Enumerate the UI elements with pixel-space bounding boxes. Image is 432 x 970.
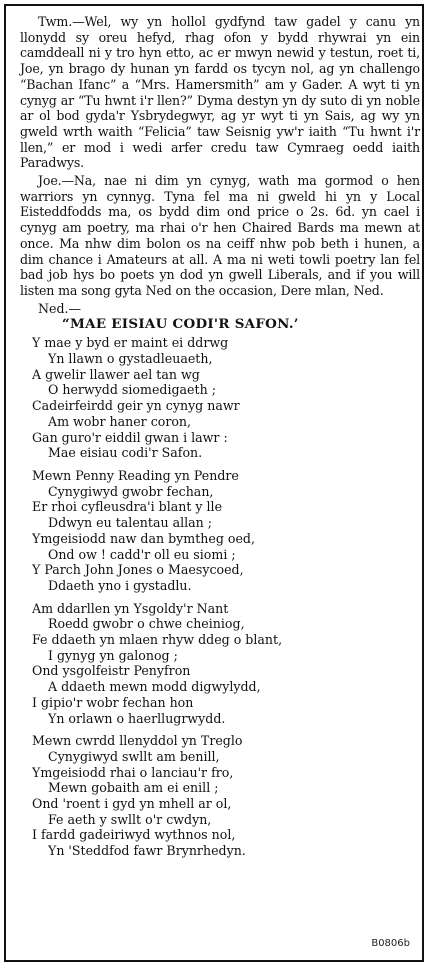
poem-line: I gipio'r wobr fechan hon — [32, 694, 194, 710]
paragraph-twm: Twm.—Wel, wy yn hollol gydfynd taw gadel y canu yn llonydd sy oreu hefyd, rhag ofon y bydd rhywrai yn ein camddeall ni y tro hyn etto, ac er mwyn newid y testun, roet ti, Joe, yn brago dy hunan yn fardd os tycyn nol, ag yn challengo “Bachan Ifanc” a “Mrs. Hamersmith” am y Gader. A wyt ti yn cynyg ar “Tu hwnt i'r llen?” Dyma destyn yn dy suto di yn noble ar ol bod gyda'r Ysbrydegwyr, ag yr wyt ti yn Sais, ag wy yn gweld wrth waith “Felicia” taw Seisnig yw'r iaith “Tu hwnt i'r llen,” er mod i wedi arfer credu taw Cymraeg oedd iaith Paradwys. — [20, 14, 420, 171]
poem-line: Am ddarllen yn Ysgoldy'r Nant — [32, 600, 229, 616]
stanza-4 — [20, 733, 420, 859]
poem-line: Fe aeth y swllt o'r cwdyn, — [48, 811, 212, 827]
poem-line: Yn orlawn o haerllugrwydd. — [48, 710, 226, 726]
poem-line: Y Parch John Jones o Maesycoed, — [32, 562, 244, 578]
poem-line: A ddaeth mewn modd digwylydd, — [48, 679, 261, 695]
poem-line: Cynygiwyd gwobr fechan, — [48, 483, 214, 499]
poem-line: Am wobr haner coron, — [48, 413, 192, 429]
poem-line: Mewn gobaith am ei enill ; — [48, 780, 219, 796]
poem-line: Roedd gwobr o chwe cheiniog, — [48, 616, 245, 632]
catalog-id: B0806b — [371, 938, 410, 949]
poem-line: Mewn Penny Reading yn Pendre — [32, 467, 239, 483]
poem-line: Yn llawn o gystadleuaeth, — [48, 351, 213, 367]
poem-title: “MAE EISIAU CODI'R SAFON.’ — [62, 316, 299, 333]
poem-line: Ddwyn eu talentau allan ; — [48, 515, 213, 531]
stanza-1 — [20, 335, 420, 461]
poem-line: Ymgeisiodd naw dan bymtheg oed, — [32, 530, 255, 546]
stanza-3 — [20, 601, 420, 727]
poem-line: Cadeirfeirdd geir yn cynyg nawr — [32, 398, 240, 414]
poem-line: Er rhoi cyfleusdra'i blant y lle — [32, 499, 223, 515]
poem-line: I gynyg yn galonog ; — [48, 647, 178, 663]
poem-line: Ddaeth yno i gystadlu. — [48, 577, 192, 593]
poem-line: Ymgeisiodd rhai o lanciau'r fro, — [32, 764, 234, 780]
dialogue-prose — [20, 14, 420, 299]
paragraph-joe: Joe.—Na, nae ni dim yn cynyg, wath ma gormod o hen warriors yn cynnyg. Tyna fel ma ni gweld hi yn y Local Eisteddfodds ma, os bydd dim ond price o 2s. 6d. yn cael i cynyg am poetry, ma rhai o'r hen Chaired Bards ma mewn at once. Ma nhw dim bolon os na ceiff nhw pob beth i hunen, a dim chance i Amateurs at all. A ma ni weti towli poetry lan fel bad job hys bo poets yn dod yn gwell Liberals, and if you will listen ma song gyta Ned on the occasion, Dere mlan, Ned. — [20, 173, 420, 298]
poem-line: Ond ysgolfeistr Penyfron — [32, 663, 191, 679]
poem-line: Mae eisiau codi'r Safon. — [48, 445, 203, 461]
poem-line: A gwelir llawer ael tan wg — [32, 366, 200, 382]
poem-line: Gan guro'r eiddil gwan i lawr : — [32, 429, 228, 445]
speaker-label: Ned.— — [38, 300, 82, 316]
poem-line: Ond 'roent i gyd yn mhell ar ol, — [32, 796, 232, 812]
poem-line: O herwydd siomedigaeth ; — [48, 382, 216, 398]
poem-line: Y mae y byd er maint ei ddrwg — [32, 335, 229, 351]
stanza-2 — [20, 468, 420, 594]
poem-line: I fardd gadeiriwyd wythnos nol, — [32, 827, 236, 843]
poem — [20, 316, 420, 859]
poem-line: Yn 'Steddfod fawr Brynrhedyn. — [48, 843, 246, 859]
poem-line: Ond ow ! cadd'r oll eu siomi ; — [48, 546, 236, 562]
newspaper-article — [20, 14, 420, 866]
poem-line: Fe ddaeth yn mlaen rhyw ddeg o blant, — [32, 632, 283, 648]
poem-line: Cynygiwyd swllt am benill, — [48, 748, 220, 764]
poem-line: Mewn cwrdd llenyddol yn Treglo — [32, 733, 243, 749]
